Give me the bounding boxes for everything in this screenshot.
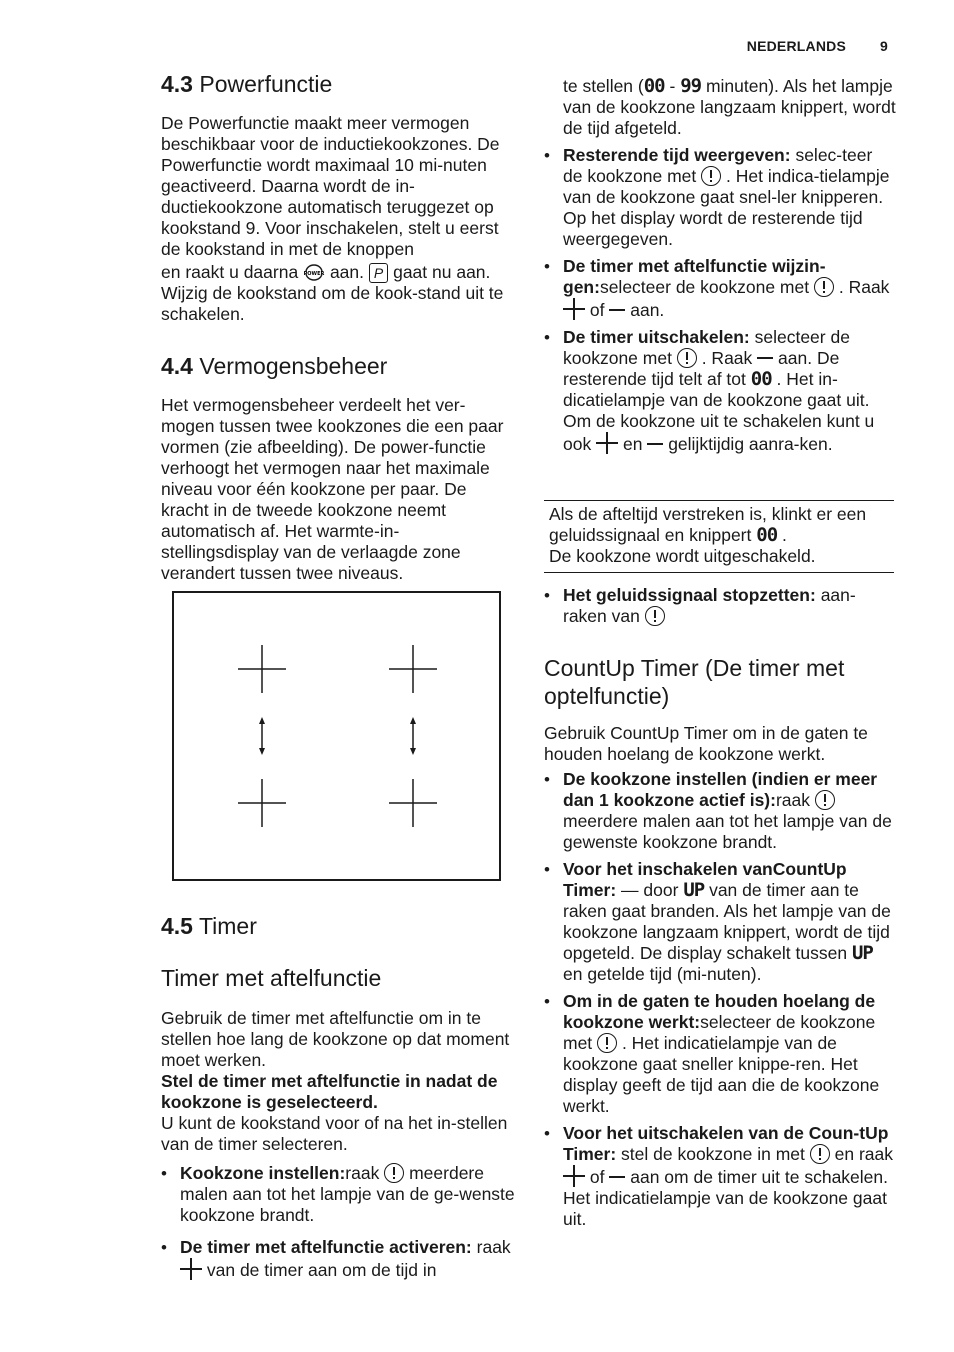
timer-icon <box>645 606 665 626</box>
s45-paragraph-1: Gebruik de timer met aftelfunctie om in te stellen hoe lang de kookzone op dat moment moet werken. <box>161 1008 510 1070</box>
page-number: 9 <box>880 38 888 54</box>
timer-icon <box>677 348 697 368</box>
bullet-continuation: • te stellen (00 - 99 minuten). Als het lampje van de kookzone langzaam knippert, wordt de tijd afgeteld. <box>544 76 896 139</box>
bullet-kookzone-instellen: • Kookzone instellen:raak meerdere malen aan tot het lampje van de ge-wenste kookzone brandt. <box>161 1163 516 1226</box>
s45-paragraph-2: Stel de timer met aftelfunctie in nadat de kookzone is geselecteerd. <box>161 1071 498 1112</box>
bullet-resterende-tijd: • Resterende tijd weergeven: selec-teer de kookzone met . Het indica-tielampje van de kookzone gaat snel-ler knipperen. Op het display wordt de resterende tijd weergegeven. <box>544 145 896 250</box>
minus-icon <box>757 357 773 359</box>
timer-icon <box>384 1163 404 1183</box>
plus-icon <box>563 1165 585 1187</box>
right-column-middle <box>544 585 896 627</box>
s44-paragraph: Het vermogensbeheer verdeelt het ver-mogen tussen twee kookzones die een paar vormen (zie afbeelding). De power-functie verhoogt het vermogen naar het maximale niveau voor één kookzone per paar. De kracht in de tweede kookzone neemt automatisch af. Het warmte-in-stellingsdisplay van de verlaagde zone verandert tussen twee niveaus. <box>161 395 504 583</box>
countup-heading: CountUp Timer (De timer met optelfunctie) <box>544 655 845 709</box>
display-99: 99 <box>680 75 702 97</box>
bullet-timer-uitschakelen: • De timer uitschakelen: selecteer de kookzone met . Raak aan. De resterende tijd telt af tot 00 . Het in-dicatielampje van de kookzone gaat uit. Om de kookzone uit te schakelen kunt u ook en gelijktijdig aanra-ken. <box>544 327 896 455</box>
cooktop-zones-svg <box>174 593 499 879</box>
p-symbol: P <box>369 263 388 283</box>
bullet-countup-uitschakelen: • Voor het uitschakelen van de Coun-tUp Timer: stel de kookzone in met en raak of aan om de timer uit te schakelen. Het indicatielampje van de kookzone gaat uit. <box>544 1123 896 1230</box>
display-00: 00 <box>756 524 778 546</box>
section-4-5-heading: 4.5 Timer <box>161 913 257 939</box>
plus-icon <box>180 1258 202 1280</box>
section-4-4-heading: 4.4 Vermogensbeheer <box>161 353 388 379</box>
countup-body <box>544 723 896 1230</box>
minus-icon <box>609 309 625 311</box>
note-text: Als de afteltijd verstreken is, klinkt er een geluidssignaal en knippert 00 . <box>549 504 867 546</box>
plus-icon <box>563 298 585 320</box>
bullet-timer-activeren: • De timer met aftelfunctie activeren: raak van de timer aan om de tijd in <box>161 1237 516 1281</box>
timer-aftelfunctie-heading: Timer met aftelfunctie <box>161 965 382 991</box>
section-4-3-heading: 4.3 Powerfunctie <box>161 71 333 97</box>
cooktop-diagram <box>172 591 501 881</box>
bullet-countup-houden: • Om in de gaten te houden hoelang de kookzone werkt:selecteer de kookzone met . Het indicatielampje van de kookzone gaat sneller knippe-ren. Het display geeft de tijd aan die de kookzone werkt. <box>544 991 896 1117</box>
svg-text:POWER: POWER <box>303 271 325 277</box>
countup-paragraph: Gebruik CountUp Timer om in de gaten te houden hoelang de kookzone werkt. <box>544 723 868 764</box>
s45-paragraph-3: U kunt de kookstand voor of na het in-stellen van de timer selecteren. <box>161 1113 508 1154</box>
section-4-3-body <box>161 113 516 325</box>
bullet-timer-wijzigen: • De timer met aftelfunctie wijzin-gen:selecteer de kookzone met . Raak of aan. <box>544 256 896 321</box>
note-text-2: De kookzone wordt uitgeschakeld. <box>549 546 816 566</box>
page-header <box>747 38 888 54</box>
note-box <box>544 500 894 573</box>
display-up: UP <box>683 879 705 901</box>
plus-icon <box>596 432 618 454</box>
timer-icon <box>814 277 834 297</box>
timer-icon <box>701 166 721 186</box>
minus-icon <box>647 443 663 445</box>
timer-icon <box>815 790 835 810</box>
bullet-kookzone-instellen-countup: • De kookzone instellen (indien er meer dan 1 kookzone actief is):raak meerdere malen aan tot het lampje van de gewenste kookzone brandt. <box>544 769 896 853</box>
display-up: UP <box>851 942 873 964</box>
timer-icon <box>810 1144 830 1164</box>
bullet-countup-inschakelen: • Voor het inschakelen vanCountUp Timer: — door UP van de timer aan te raken gaat branden. Als het lampje van de kookzone langzaam knippert, wordt de tijd opgeteld. De display schakelt tussen UP en getelde tijd (mi-nuten). <box>544 859 896 985</box>
timer-icon <box>597 1033 617 1053</box>
display-00: 00 <box>643 75 665 97</box>
right-column-top <box>544 76 896 455</box>
minus-icon <box>609 1176 625 1178</box>
language-label: NEDERLANDS <box>746 38 846 54</box>
display-00: 00 <box>750 368 772 390</box>
section-4-5-body <box>161 1008 516 1281</box>
s43-paragraph-2: en raakt u daarna POWER aan. P gaat nu aan. Wijzig de kookstand om de kook-stand uit te schakelen. <box>161 262 504 324</box>
power-icon <box>303 263 325 281</box>
s43-paragraph: De Powerfunctie maakt meer vermogen beschikbaar voor de inductiekookzones. De Powerfunctie wordt maximaal 10 mi-nuten geactiveerd. Daarna wordt de in-ductiekookzone automatisch teruggezet op kookstand 9. Voor inschakelen, stelt u eerst de kookstand in met de knoppen <box>161 113 500 259</box>
bullet-geluidssignaal: • Het geluidssignaal stopzetten: aan-raken van <box>544 585 896 627</box>
section-4-4-body <box>161 395 516 584</box>
